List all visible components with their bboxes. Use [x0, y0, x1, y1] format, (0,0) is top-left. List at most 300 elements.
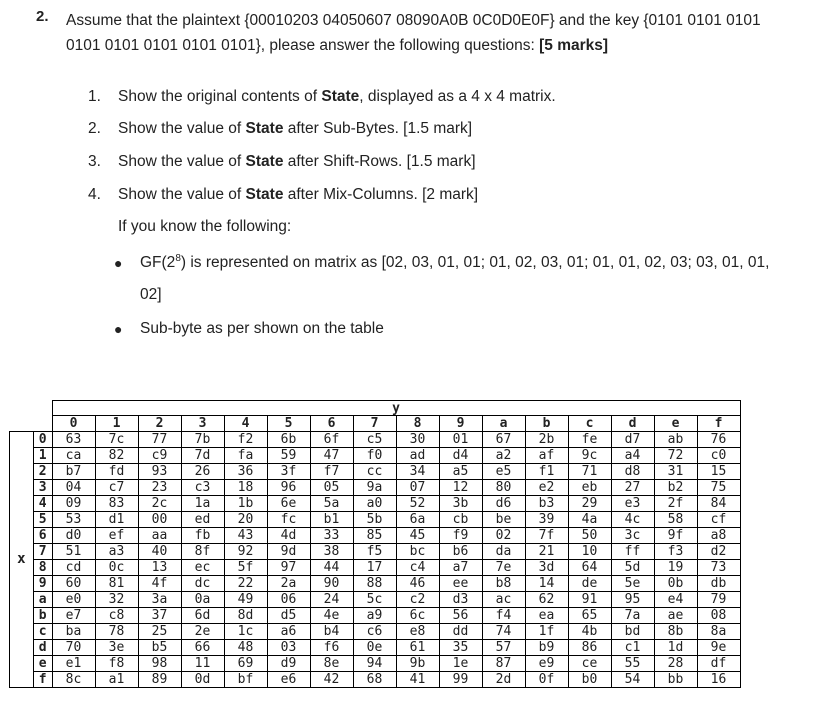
sbox-row-header: 7	[33, 544, 52, 560]
sbox-cell: 73	[697, 560, 740, 576]
sbox-cell: b6	[439, 544, 482, 560]
sbox-cell: 67	[482, 432, 525, 448]
sbox-cell: 84	[697, 496, 740, 512]
sbox-cell: 8b	[654, 624, 697, 640]
sbox-cell: 2f	[654, 496, 697, 512]
sbox-col-header: f	[697, 416, 740, 432]
sbox-table	[9, 400, 741, 688]
sbox-cell: c7	[95, 480, 138, 496]
table-row	[10, 512, 741, 528]
sbox-cell: 79	[697, 592, 740, 608]
sbox-cell: 8a	[697, 624, 740, 640]
sbox-cell: 8c	[52, 672, 95, 688]
sbox-cell: a6	[267, 624, 310, 640]
sbox-row-header: 3	[33, 480, 52, 496]
sbox-cell: 2a	[267, 576, 310, 592]
sbox-cell: fc	[267, 512, 310, 528]
sbox-cell: 86	[568, 640, 611, 656]
sbox-cell: e7	[52, 608, 95, 624]
bullet-icon: ●	[114, 255, 123, 271]
sbox-cell: 5e	[611, 576, 654, 592]
sbox-cell: 9a	[353, 480, 396, 496]
question-number: 2.	[36, 8, 49, 25]
sbox-cell: df	[697, 656, 740, 672]
sbox-cell: 6a	[396, 512, 439, 528]
sbox-cell: a3	[95, 544, 138, 560]
sbox-cell: 0c	[95, 560, 138, 576]
sbox-cell: f4	[482, 608, 525, 624]
table-row	[10, 624, 741, 640]
sbox-cell: b8	[482, 576, 525, 592]
sbox-cell: 4e	[310, 608, 353, 624]
sbox-cell: 1e	[439, 656, 482, 672]
sbox-cell: 29	[568, 496, 611, 512]
sbox-cell: 19	[654, 560, 697, 576]
sbox-cell: f1	[525, 464, 568, 480]
item-number: 3.	[88, 153, 101, 170]
sbox-cell: 96	[267, 480, 310, 496]
sbox-cell: 88	[353, 576, 396, 592]
table-row	[10, 672, 741, 688]
sbox-cell: 05	[310, 480, 353, 496]
table-row	[10, 560, 741, 576]
sbox-cell: d4	[439, 448, 482, 464]
sbox-cell: ec	[181, 560, 224, 576]
sbox-cell: 10	[568, 544, 611, 560]
sbox-cell: 76	[697, 432, 740, 448]
sbox-cell: 54	[611, 672, 654, 688]
sbox-cell: f5	[353, 544, 396, 560]
sbox-col-header: c	[568, 416, 611, 432]
sbox-cell: 5c	[353, 592, 396, 608]
sbox-col-header: 0	[52, 416, 95, 432]
sbox-cell: ac	[482, 592, 525, 608]
sbox-cell: b5	[138, 640, 181, 656]
sbox-cell: 98	[138, 656, 181, 672]
sbox-cell: 9e	[697, 640, 740, 656]
table-row	[10, 656, 741, 672]
sbox-row-header: 9	[33, 576, 52, 592]
sbox-cell: 68	[353, 672, 396, 688]
sbox-cell: 51	[52, 544, 95, 560]
sbox-cell: 6d	[181, 608, 224, 624]
table-row	[10, 544, 741, 560]
sbox-cell: 6f	[310, 432, 353, 448]
sbox-cell: 83	[95, 496, 138, 512]
sbox-cell: 8e	[310, 656, 353, 672]
sbox-cell: 30	[396, 432, 439, 448]
sbox-cell: f2	[224, 432, 267, 448]
table-row	[10, 640, 741, 656]
sbox-cell: b9	[525, 640, 568, 656]
condition-text: If you know the following:	[118, 218, 292, 235]
sbox-cell: 87	[482, 656, 525, 672]
sbox-cell: 6e	[267, 496, 310, 512]
sbox-cell: 1a	[181, 496, 224, 512]
sbox-cell: 9c	[568, 448, 611, 464]
sbox-cell: 2c	[138, 496, 181, 512]
sbox-row-header: a	[33, 592, 52, 608]
sbox-cell: 8f	[181, 544, 224, 560]
sbox-cell: 60	[52, 576, 95, 592]
sbox-cell: 9b	[396, 656, 439, 672]
sbox-cell: ad	[396, 448, 439, 464]
sbox-cell: d3	[439, 592, 482, 608]
sbox-cell: 77	[138, 432, 181, 448]
sbox-col-header: d	[611, 416, 654, 432]
sbox-cell: 14	[525, 576, 568, 592]
sbox-row-header: 8	[33, 560, 52, 576]
sbox-cell: 37	[138, 608, 181, 624]
sbox-cell: c5	[353, 432, 396, 448]
sbox-cell: ea	[525, 608, 568, 624]
sbox-cell: db	[697, 576, 740, 592]
sub-question-1: 1. Show the original contents of State, displayed as a 4 x 4 matrix.	[88, 88, 556, 105]
sbox-cell: 16	[697, 672, 740, 688]
sbox-cell: c8	[95, 608, 138, 624]
sbox-cell: eb	[568, 480, 611, 496]
sbox-cell: a9	[353, 608, 396, 624]
sbox-cell: 82	[95, 448, 138, 464]
sbox-cell: 72	[654, 448, 697, 464]
sub-question-4: 4. Show the value of State after Mix-Columns. [2 mark]	[88, 186, 479, 203]
sbox-cell: 2d	[482, 672, 525, 688]
sbox-cell: 23	[138, 480, 181, 496]
sbox-cell: 17	[353, 560, 396, 576]
question-marks: [5 marks]	[539, 37, 609, 54]
sbox-cell: 66	[181, 640, 224, 656]
sbox-col-header: e	[654, 416, 697, 432]
bullet-icon: ●	[114, 321, 123, 337]
sbox-cell: 32	[95, 592, 138, 608]
sbox-cell: 39	[525, 512, 568, 528]
sbox-cell: 52	[396, 496, 439, 512]
sbox-cell: 5a	[310, 496, 353, 512]
sbox-cell: cd	[52, 560, 95, 576]
sbox-cell: 36	[224, 464, 267, 480]
sbox-row-header: f	[33, 672, 52, 688]
sbox-cell: 45	[396, 528, 439, 544]
sbox-cell: 31	[654, 464, 697, 480]
sbox-cell: fd	[95, 464, 138, 480]
sbox-cell: fb	[181, 528, 224, 544]
sbox-cell: d9	[267, 656, 310, 672]
sbox-col-header: 9	[439, 416, 482, 432]
sbox-cell: 22	[224, 576, 267, 592]
sbox-cell: 99	[439, 672, 482, 688]
sbox-cell: 13	[138, 560, 181, 576]
sbox-row-header: 5	[33, 512, 52, 528]
sbox-cell: 3a	[138, 592, 181, 608]
sbox-cell: 1c	[224, 624, 267, 640]
sbox-cell: 48	[224, 640, 267, 656]
sbox-cell: 89	[138, 672, 181, 688]
sbox-cell: e9	[525, 656, 568, 672]
sbox-cell: ab	[654, 432, 697, 448]
sbox-cell: 85	[353, 528, 396, 544]
sbox-cell: 1f	[525, 624, 568, 640]
sbox-cell: 93	[138, 464, 181, 480]
sbox-cell: 06	[267, 592, 310, 608]
sbox-cell: 81	[95, 576, 138, 592]
sbox-cell: a2	[482, 448, 525, 464]
sub-question-3: 3. Show the value of State after Shift-Rows. [1.5 mark]	[88, 153, 476, 170]
sbox-cell: 27	[611, 480, 654, 496]
sbox-cell: 1d	[654, 640, 697, 656]
sbox-row-header: c	[33, 624, 52, 640]
sbox-cell: de	[568, 576, 611, 592]
sbox-cell: ee	[439, 576, 482, 592]
sbox-cell: c1	[611, 640, 654, 656]
sbox-row-header: 6	[33, 528, 52, 544]
sbox-cell: 5b	[353, 512, 396, 528]
sbox-cell: 57	[482, 640, 525, 656]
sbox-cell: 78	[95, 624, 138, 640]
table-row	[10, 432, 741, 448]
sbox-header-row	[10, 416, 741, 432]
sbox-cell: ce	[568, 656, 611, 672]
sbox-cell: a7	[439, 560, 482, 576]
sbox-cell: bd	[611, 624, 654, 640]
sbox-col-header: 2	[138, 416, 181, 432]
sbox-cell: 7d	[181, 448, 224, 464]
sbox-cell: 24	[310, 592, 353, 608]
sbox-cell: bf	[224, 672, 267, 688]
sbox-row-header: d	[33, 640, 52, 656]
sbox-cell: c3	[181, 480, 224, 496]
sbox-cell: 62	[525, 592, 568, 608]
sbox-cell: 07	[396, 480, 439, 496]
sbox-cell: f9	[439, 528, 482, 544]
sbox-cell: 20	[224, 512, 267, 528]
sbox-cell: d0	[52, 528, 95, 544]
sbox-cell: 1b	[224, 496, 267, 512]
sbox-cell: 44	[310, 560, 353, 576]
sbox-cell: dd	[439, 624, 482, 640]
sbox-cell: b7	[52, 464, 95, 480]
sbox-cell: 43	[224, 528, 267, 544]
sbox-cell: 75	[697, 480, 740, 496]
sbox-cell: b0	[568, 672, 611, 688]
sbox-cell: 59	[267, 448, 310, 464]
sbox-cell: f6	[310, 640, 353, 656]
sbox-cell: da	[482, 544, 525, 560]
sbox-cell: 0e	[353, 640, 396, 656]
sbox-col-header: 3	[181, 416, 224, 432]
sbox-cell: a4	[611, 448, 654, 464]
sbox-cell: 3b	[439, 496, 482, 512]
sbox-cell: d8	[611, 464, 654, 480]
sbox-cell: f8	[95, 656, 138, 672]
sbox-cell: 5d	[611, 560, 654, 576]
sbox-cell: 70	[52, 640, 95, 656]
sbox-cell: 46	[396, 576, 439, 592]
sbox-col-header: 5	[267, 416, 310, 432]
sbox-cell: b4	[310, 624, 353, 640]
sbox-cell: 00	[138, 512, 181, 528]
sbox-cell: 0f	[525, 672, 568, 688]
table-row	[10, 480, 741, 496]
question-stem-text: Assume that the plaintext {00010203 04050607 08090A0B 0C0D0E0F} and the key {0101 0101 0101 0101 0101 0101 0101 0101}, please answer the following questions:	[66, 12, 761, 54]
sbox-cell: 2e	[181, 624, 224, 640]
sbox-cell: 7f	[525, 528, 568, 544]
sbox-cell: 3c	[611, 528, 654, 544]
sbox-cell: 42	[310, 672, 353, 688]
sbox-col-header: 4	[224, 416, 267, 432]
sbox-cell: d2	[697, 544, 740, 560]
sbox-cell: 7c	[95, 432, 138, 448]
sbox-cell: 97	[267, 560, 310, 576]
sbox-cell: 69	[224, 656, 267, 672]
sbox-cell: b2	[654, 480, 697, 496]
table-row	[10, 576, 741, 592]
table-row	[10, 496, 741, 512]
sbox-cell: 9f	[654, 528, 697, 544]
sbox-cell: 0a	[181, 592, 224, 608]
sbox-cell: 01	[439, 432, 482, 448]
sbox-cell: 95	[611, 592, 654, 608]
sbox-cell: bc	[396, 544, 439, 560]
sbox-col-header: 8	[396, 416, 439, 432]
sbox-cell: 5f	[224, 560, 267, 576]
sbox-cell: 65	[568, 608, 611, 624]
sbox-cell: bb	[654, 672, 697, 688]
sbox-cell: 11	[181, 656, 224, 672]
sbox-cell: 4a	[568, 512, 611, 528]
sbox-y-label: y	[52, 401, 740, 416]
sbox-cell: cf	[697, 512, 740, 528]
sbox-cell: 71	[568, 464, 611, 480]
sbox-corner-cell	[10, 401, 53, 416]
sbox-cell: 7e	[482, 560, 525, 576]
table-row	[10, 464, 741, 480]
sbox-cell: 35	[439, 640, 482, 656]
table-row	[10, 592, 741, 608]
sbox-cell: f3	[654, 544, 697, 560]
sbox-cell: 3e	[95, 640, 138, 656]
sbox-cell: a1	[95, 672, 138, 688]
sbox-row-header: 2	[33, 464, 52, 480]
sbox-cell: 0d	[181, 672, 224, 688]
sbox-cell: a8	[697, 528, 740, 544]
sbox-cell: 02	[482, 528, 525, 544]
sbox-cell: ae	[654, 608, 697, 624]
sbox-cell: e6	[267, 672, 310, 688]
sbox-cell: 41	[396, 672, 439, 688]
sbox-cell: 92	[224, 544, 267, 560]
sbox-cell: 04	[52, 480, 95, 496]
sbox-cell: cb	[439, 512, 482, 528]
sbox-cell: c9	[138, 448, 181, 464]
sbox-cell: d7	[611, 432, 654, 448]
table-row	[10, 608, 741, 624]
sbox-cell: e4	[654, 592, 697, 608]
sbox-cell: e1	[52, 656, 95, 672]
sbox-cell: 33	[310, 528, 353, 544]
sbox-cell: 25	[138, 624, 181, 640]
sbox-cell: 08	[697, 608, 740, 624]
sbox-cell: 6b	[267, 432, 310, 448]
sbox-col-header: 6	[310, 416, 353, 432]
sbox-cell: 74	[482, 624, 525, 640]
sbox-cell: e3	[611, 496, 654, 512]
sbox-cell: 38	[310, 544, 353, 560]
sbox-cell: 53	[52, 512, 95, 528]
sbox-col-header: b	[525, 416, 568, 432]
sbox-cell: 3d	[525, 560, 568, 576]
sbox-cell: ff	[611, 544, 654, 560]
sbox-row-header: 1	[33, 448, 52, 464]
sbox-cell: 03	[267, 640, 310, 656]
sbox-cell: a0	[353, 496, 396, 512]
sbox-cell: 61	[396, 640, 439, 656]
sbox-cell: ba	[52, 624, 95, 640]
sbox-cell: e8	[396, 624, 439, 640]
sbox-row-header: b	[33, 608, 52, 624]
sbox-cell: cc	[353, 464, 396, 480]
sbox-cell: aa	[138, 528, 181, 544]
sbox-cell: d1	[95, 512, 138, 528]
sbox-cell: f0	[353, 448, 396, 464]
sbox-x-label: x	[10, 432, 34, 688]
sbox-cell: ed	[181, 512, 224, 528]
table-row	[10, 448, 741, 464]
sbox-cell: 94	[353, 656, 396, 672]
sbox-cell: 4c	[611, 512, 654, 528]
sbox-cell: 8d	[224, 608, 267, 624]
sbox-cell: be	[482, 512, 525, 528]
item-number: 1.	[88, 88, 101, 105]
sbox-cell: 0b	[654, 576, 697, 592]
sbox-cell: 47	[310, 448, 353, 464]
sbox-cell: 6c	[396, 608, 439, 624]
sbox-cell: 63	[52, 432, 95, 448]
sbox-cell: 21	[525, 544, 568, 560]
sbox-cell: c0	[697, 448, 740, 464]
sbox-cell: 50	[568, 528, 611, 544]
sbox-cell: a5	[439, 464, 482, 480]
question-stem	[66, 8, 786, 58]
sbox-cell: 90	[310, 576, 353, 592]
sbox-cell: f7	[310, 464, 353, 480]
sbox-cell: 49	[224, 592, 267, 608]
sbox-cell: dc	[181, 576, 224, 592]
sbox-row-header: 4	[33, 496, 52, 512]
sbox-cell: b1	[310, 512, 353, 528]
sbox-row-header: e	[33, 656, 52, 672]
sbox-cell: 91	[568, 592, 611, 608]
sbox-cell: 15	[697, 464, 740, 480]
sbox-cell: d6	[482, 496, 525, 512]
sbox-cell: ca	[52, 448, 95, 464]
item-number: 2.	[88, 120, 101, 137]
sbox-cell: 28	[654, 656, 697, 672]
sbox-cell: 2b	[525, 432, 568, 448]
sbox-cell: af	[525, 448, 568, 464]
sbox-cell: 40	[138, 544, 181, 560]
sbox-col-header: 1	[95, 416, 138, 432]
sbox-cell: 09	[52, 496, 95, 512]
sbox-cell: e2	[525, 480, 568, 496]
sbox-cell: 26	[181, 464, 224, 480]
sub-question-2: 2. Show the value of State after Sub-Bytes. [1.5 mark]	[88, 120, 473, 137]
sbox-cell: fe	[568, 432, 611, 448]
sbox-cell: 4d	[267, 528, 310, 544]
sbox-row-header: 0	[33, 432, 52, 448]
item-number: 4.	[88, 186, 101, 203]
sbox-cell: e5	[482, 464, 525, 480]
sbox-cell: 18	[224, 480, 267, 496]
